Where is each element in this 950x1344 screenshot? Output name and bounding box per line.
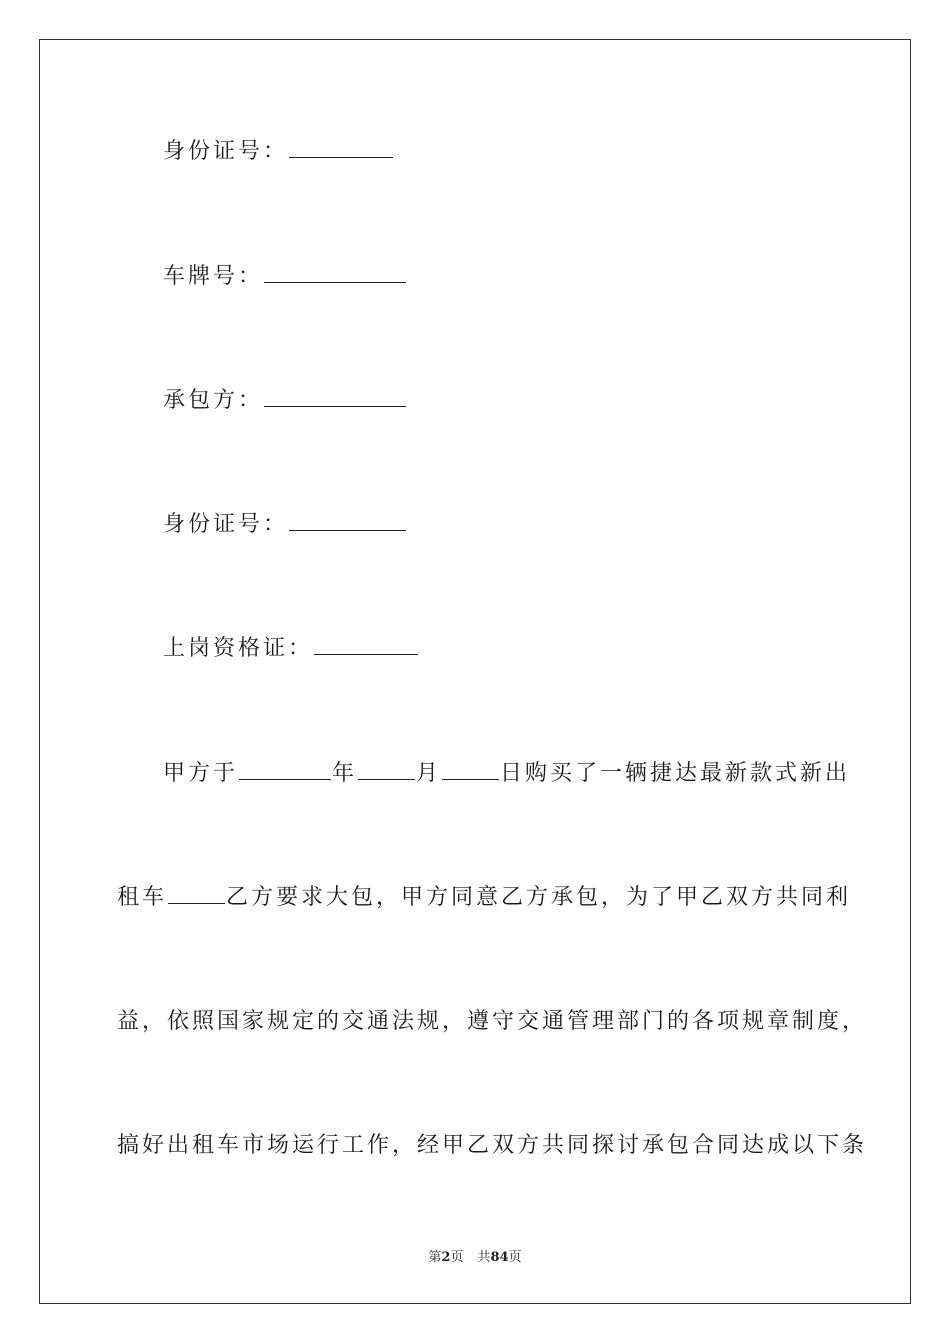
- text-line-2-rest: 乙方要求大包，甲方同意乙方承包，为了甲乙双方共同利: [226, 885, 852, 910]
- footer-total-prefix: 共: [477, 1250, 491, 1265]
- footer-page-number: 2: [441, 1250, 451, 1265]
- id-number-label-1: 身份证号：: [163, 139, 289, 164]
- page-footer: [0, 1246, 950, 1265]
- footer-page-suffix: 页: [450, 1250, 464, 1265]
- certificate-blank[interactable]: [314, 634, 418, 655]
- month-blank[interactable]: [358, 759, 415, 780]
- taxi-blank[interactable]: [168, 883, 225, 904]
- contractor-label: 承包方：: [163, 388, 264, 413]
- text-year: 年: [332, 761, 358, 786]
- text-line-4: 搞好出租车市场运行工作，经甲乙双方共同探讨承包合同达成以下条: [117, 1133, 868, 1158]
- certificate-field: [163, 634, 419, 664]
- day-blank[interactable]: [442, 759, 499, 780]
- plate-number-blank[interactable]: [264, 262, 406, 283]
- id-number-field-2: [163, 510, 407, 540]
- contractor-blank[interactable]: [264, 386, 406, 407]
- footer-page-prefix: 第: [428, 1250, 442, 1265]
- text-purchase-prefix: 甲方于: [163, 761, 239, 786]
- text-line-3: 益，依照国家规定的交通法规，遵守交通管理部门的各项规章制度，: [117, 1009, 868, 1034]
- page-border: [39, 39, 911, 1304]
- footer-total-number: 84: [490, 1250, 509, 1265]
- plate-number-label: 车牌号：: [163, 264, 264, 289]
- text-taxi: 租车: [117, 885, 168, 910]
- text-month: 月: [416, 761, 442, 786]
- text-day-rest: 日购买了一辆捷达最新款式新出: [500, 761, 851, 786]
- year-blank[interactable]: [239, 759, 331, 780]
- id-number-blank-1[interactable]: [289, 137, 393, 158]
- paragraph-line-3: [117, 1007, 867, 1037]
- certificate-label: 上岗资格证：: [163, 636, 314, 661]
- id-number-field-1: [163, 137, 394, 167]
- paragraph-line-2: [117, 883, 851, 913]
- paragraph-line-4: [117, 1131, 867, 1161]
- footer-total-suffix: 页: [508, 1250, 522, 1265]
- id-number-blank-2[interactable]: [289, 510, 406, 531]
- plate-number-field: [163, 262, 407, 292]
- contractor-field: [163, 386, 407, 416]
- id-number-label-2: 身份证号：: [163, 512, 289, 537]
- paragraph-line-1: [163, 759, 850, 789]
